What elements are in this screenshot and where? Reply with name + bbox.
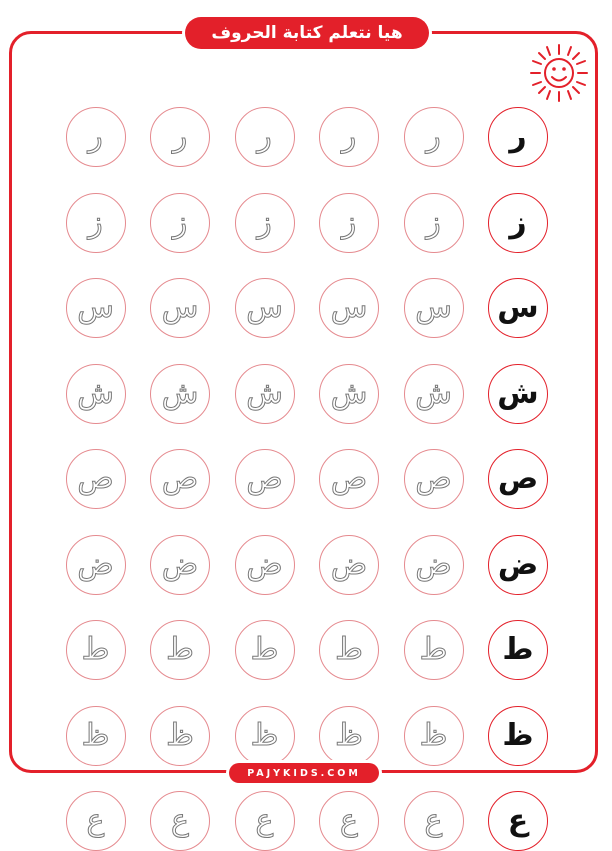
trace-letter: س [330,290,368,325]
trace-letter-circle [404,193,464,253]
footer-badge [229,763,379,783]
model-letter: ط [502,632,534,667]
trace-letter: س [246,290,283,325]
trace-letter-circle [319,449,379,509]
trace-letter-circle [235,364,295,424]
trace-letter: ش [415,375,452,411]
trace-letter-circle [66,449,126,509]
trace-letter: ض [246,546,283,582]
website-label: PAJYKIDS.COM [247,767,361,779]
trace-letter: ش [161,375,199,411]
trace-letter-circle [66,706,126,766]
trace-letter-circle [66,791,126,851]
trace-letter-circle [150,278,210,338]
model-letter-circle [488,449,548,509]
trace-letter-circle [150,364,210,424]
trace-letter: ر [172,119,188,154]
model-letter: ز [509,204,527,240]
trace-letter: ض [77,546,114,582]
trace-letter: ر [257,119,272,154]
model-letter-circle [488,706,548,766]
model-letter-circle [488,278,548,338]
trace-letter-circle [404,278,464,338]
trace-letter-circle [150,449,210,509]
trace-letter: ض [415,546,452,582]
trace-letter: ص [161,461,199,496]
trace-letter: ض [161,546,199,582]
trace-letter-circle [404,791,464,851]
model-letter: ر [509,119,527,154]
trace-letter-circle [235,620,295,680]
model-letter-circle [488,620,548,680]
page-title: هيا نتعلم كتابة الحروف [211,23,403,43]
trace-letter: ظ [250,717,279,753]
trace-letter: ظ [166,717,194,753]
trace-letter: ش [246,375,283,411]
trace-letter-circle [319,364,379,424]
trace-letter: ط [81,632,110,667]
model-letter: ض [497,546,539,582]
trace-letter: ط [419,632,448,667]
trace-letter: ع [424,803,443,838]
model-letter-circle [488,535,548,595]
trace-letter-circle [66,193,126,253]
trace-letter-circle [319,620,379,680]
model-letter-circle [488,364,548,424]
trace-letter-circle [319,791,379,851]
model-letter-circle [488,107,548,167]
trace-letter-circle [150,791,210,851]
trace-letter-circle [235,449,295,509]
trace-letter-circle [66,278,126,338]
trace-letter: س [77,290,114,325]
trace-letter-circle [235,791,295,851]
trace-letter-circle [319,278,379,338]
trace-letter-circle [404,107,464,167]
trace-letter: ش [330,375,368,411]
trace-letter: ش [77,375,114,411]
trace-letter: ص [77,461,114,496]
trace-letter: ز [341,204,357,240]
trace-letter: ز [257,204,272,240]
trace-letter: ط [166,632,194,667]
trace-letter-circle [66,535,126,595]
trace-letter: ص [330,461,368,496]
trace-letter-circle [319,107,379,167]
model-letter: ع [507,803,529,838]
trace-letter: ع [86,803,105,838]
trace-letter: ر [426,119,441,154]
trace-letter-circle [66,620,126,680]
trace-letter: ع [171,803,189,838]
trace-letter: ع [255,803,274,838]
trace-letter: ص [415,461,452,496]
trace-letter: ز [88,204,103,240]
trace-letter: ص [246,461,283,496]
trace-letter-circle [150,193,210,253]
trace-letter: ر [88,119,103,154]
trace-letter-circle [404,535,464,595]
trace-letter: ظ [419,717,448,753]
trace-letter: ض [330,546,368,582]
trace-letter-circle [404,620,464,680]
trace-letter-circle [150,107,210,167]
trace-letter-circle [150,535,210,595]
trace-letter: ظ [335,717,363,753]
trace-letter: ط [250,632,279,667]
trace-letter-circle [150,620,210,680]
model-letter: ش [497,375,539,411]
trace-letter: ز [172,204,188,240]
model-letter: ظ [502,717,534,753]
trace-letter-circle [319,706,379,766]
trace-letter-circle [66,107,126,167]
trace-letter: س [415,290,452,325]
model-letter-circle [488,193,548,253]
model-letter-circle [488,791,548,851]
trace-letter-circle [404,449,464,509]
trace-letter-circle [404,706,464,766]
trace-letter-circle [235,107,295,167]
trace-letter: ز [426,204,441,240]
trace-letter: س [161,290,199,325]
trace-letter-circle [150,706,210,766]
trace-letter: ع [340,803,358,838]
trace-letter-circle [319,193,379,253]
trace-letter-circle [319,535,379,595]
trace-letter-circle [235,706,295,766]
trace-letter: ر [341,119,357,154]
model-letter: س [497,290,539,325]
trace-letter-circle [66,364,126,424]
trace-letter: ظ [81,717,110,753]
model-letter: ص [497,461,539,496]
trace-letter: ط [335,632,363,667]
trace-letter-circle [404,364,464,424]
trace-letter-circle [235,278,295,338]
trace-letter-circle [235,535,295,595]
trace-letter-circle [235,193,295,253]
